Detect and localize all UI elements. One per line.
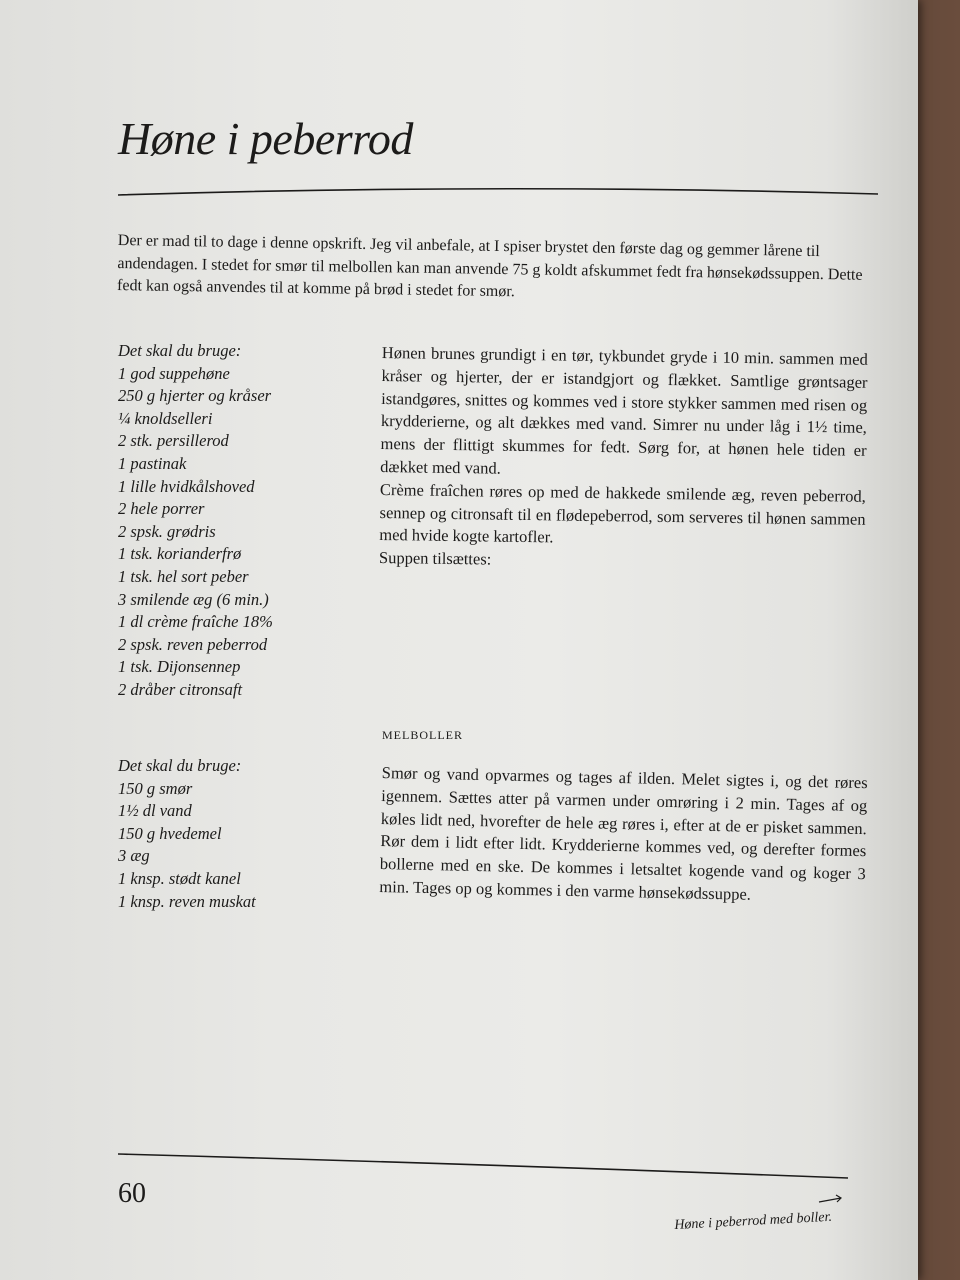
ingredient-item: 1 dl crème fraîche 18% [118, 612, 273, 632]
ingredient-item: 3 æg [118, 846, 150, 866]
title-rule [118, 186, 878, 200]
ingredient-item: 2 hele porrer [118, 499, 205, 519]
ingredient-item: ¼ knoldselleri [118, 408, 213, 428]
ingredient-item: 1 god suppehøne [118, 363, 230, 383]
footer-rule [118, 1150, 848, 1190]
ingredient-item: 1 tsk. hel sort peber [118, 566, 249, 586]
method-dumplings: Smør og vand opvarmes og tages af ilden. Melet sigtes i, og det røres igennem. Sættes atter på varmen under omrøring i 2 min. Tages af og køles lidt ned, hvorefter de hele æg røres i, efter at de er pisket sammen. Rør dem i lidt efter lidt. Krydderierne kommes ved, og derefter formes bollerne med en ske. De kommes i letsaltet kogende vand og koger 3 min. Tages op og kommes i den varme hønsekødssuppe. [379, 762, 868, 904]
ingredient-item: 1 pastinak [118, 453, 187, 473]
section-subhead: MELBOLLER [382, 728, 463, 742]
method-paragraph: Crème fraîchen røres op med de hakkede smilende æg, reven peberrod, sennep og citronsaft til en flødepeberrod, som serveres til hønen sammen med hvide kogte kartofler. [379, 479, 867, 547]
ingredient-item: 1½ dl vand [118, 801, 192, 821]
ingredient-item: 3 smilende æg (6 min.) [118, 589, 269, 609]
ingredient-item: 1 tsk. korianderfrø [118, 544, 242, 564]
method-paragraph: Suppen tilsættes: [378, 548, 492, 569]
ingredient-item: 2 stk. persillerod [118, 431, 229, 451]
next-recipe-caption: Høne i peberrod med boller. [674, 1209, 833, 1233]
ingredient-item: 2 dråber citronsaft [118, 679, 243, 699]
ingredient-heading: Det skal du bruge: [118, 341, 242, 360]
ingredient-item: 1 lille hvidkålshoved [118, 476, 255, 496]
ingredient-item: 2 spsk. reven peberrod [118, 634, 268, 654]
arrow-right-icon [818, 1194, 844, 1206]
method-paragraph: Hønen brunes grundigt i en tør, tykbundet gryde i 10 min. sammen med kråser og hjerter, der er istandgjort og flækket. Samtlige grøntsager istandgøres, snittes og kommes ved i store stykker sammen med risen og krydderierne, og alt dækkes med vand. Simrer nu under låg i 1½ time, mens der flittigt skummes for fedt. Sørg for, at hønen hele tiden er dækket med vand. [380, 342, 868, 478]
ingredient-item: 1 tsk. Dijonsennep [118, 657, 241, 677]
ingredient-item: 250 g hjerter og kråser [118, 386, 272, 406]
ingredient-item: 150 g smør [118, 778, 193, 798]
recipe-title: Høne i peberrod [118, 113, 413, 164]
intro-paragraph: Der er mad til to dage i denne opskrift. Jeg vil anbefale, at I spiser brystet den første dag og gemmer lårene til andendagen. I stedet for smør til melbollen kan man anvende 75 g koldt afskummet fedt fra hønsekødssuppen. Dette fedt kan også anvendes til at komme på brød i stedet for smør. [116, 231, 863, 301]
ingredient-list-dumplings [118, 755, 256, 913]
method-main [379, 342, 868, 577]
ingredient-item: 1 knsp. reven muskat [118, 891, 256, 911]
ingredient-heading: Det skal du bruge: [118, 756, 242, 775]
ingredient-item: 1 knsp. stødt kanel [118, 868, 241, 888]
ingredient-list-main [118, 340, 273, 702]
ingredient-item: 2 spsk. grødris [118, 521, 216, 541]
page-number: 60 [118, 1178, 146, 1209]
ingredient-item: 150 g hvedemel [118, 823, 222, 843]
